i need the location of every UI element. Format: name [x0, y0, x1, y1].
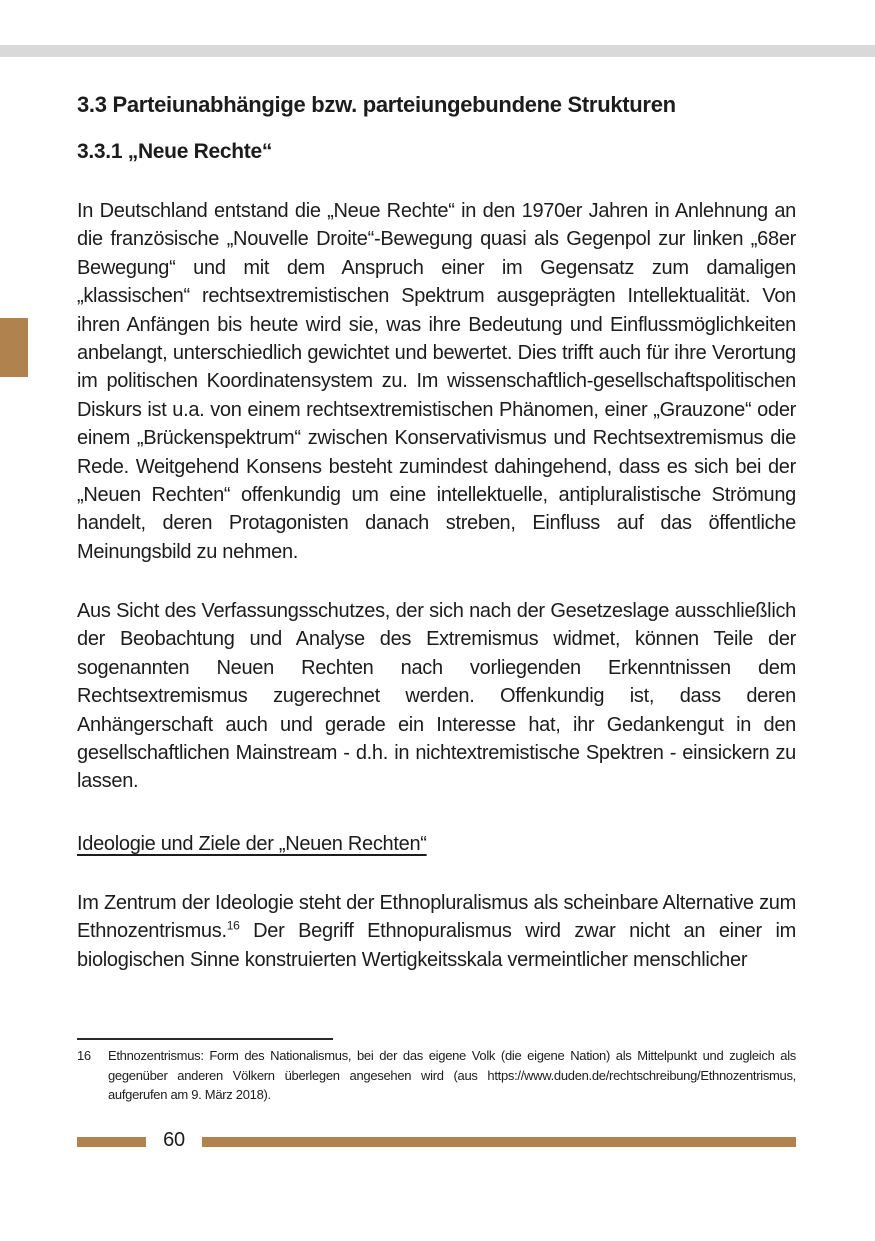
footnote-16: [77, 1046, 796, 1105]
paragraph-ethnopluralismus-text-before: Im Zentrum der Ideologie steht der Ethnopluralismus als scheinbare Alternative zum Ethnozentrismus.: [77, 892, 796, 943]
chapter-margin-marker: [0, 318, 28, 377]
paragraph-ethnopluralismus-text-after: Der Begriff Ethnopuralismus wird zwar nicht an einer im biologischen Sinne konstruierten Wertigkeitsskala vermeintlicher menschlicher: [77, 920, 796, 971]
footnote-ref-16: 16: [226, 918, 240, 933]
subsection-heading: 3.3.1 „Neue Rechte“: [77, 140, 273, 163]
page-number: 60: [163, 1129, 185, 1151]
section-heading: 3.3 Parteiunabhängige bzw. parteiungebundene Strukturen: [77, 92, 676, 117]
footnote-text: Ethnozentrismus: Form des Nationalismus, bei der das eigene Volk (die eigene Nation) als Mittelpunkt und zugleich als gegenüber anderen Völkern überlegen angesehen wird (aus https://www.duden.de/rechtschreibung/Ethnozentrismus, aufgerufen am 9. März 2018).: [108, 1048, 796, 1102]
paragraph-ethnopluralismus: [77, 889, 796, 974]
footnote-separator-rule: [77, 1038, 333, 1040]
header-gray-band: [0, 45, 875, 57]
footer-accent-bar-left: [77, 1137, 146, 1147]
paragraph-origin-neue-rechte: In Deutschland entstand die „Neue Rechte“ in den 1970er Jahren in Anlehnung an die französische „Nouvelle Droite“-Bewegung quasi als Gegenpol zur linken „68er Bewegung“ und mit dem Anspruch einer im Gegensatz zum damaligen „klassischen“ rechtsextremistischen Spektrum ausgeprägten Intellektualität. Von ihren Anfängen bis heute wird sie, was ihre Bedeutung und Einflussmöglichkeiten anbelangt, unterschiedlich gewichtet und bewertet. Dies trifft auch für ihre Verortung im politischen Koordinatensystem zu. Im wissenschaftlich-gesellschaftspolitischen Diskurs ist u.a. von einem rechtsextremistischen Phänomen, einer „Grauzone“ oder einem „Brückenspektrum“ zwischen Konservativismus und Rechtsextremismus die Rede. Weitgehend Konsens besteht zumindest dahingehend, dass es sich bei der „Neuen Rechten“ offenkundig um eine intellektuelle, antipluralistische Strömung handelt, deren Protagonisten danach streben, Einfluss auf das öffentliche Meinungsbild zu nehmen.: [77, 200, 796, 563]
footnote-number: 16: [77, 1048, 91, 1063]
footer-accent-bar-right: [202, 1137, 796, 1147]
ideology-underlined-heading: Ideologie und Ziele der „Neuen Rechten“: [77, 833, 427, 855]
paragraph-verfassungsschutz-view: Aus Sicht des Verfassungsschutzes, der sich nach der Gesetzeslage ausschließlich der Beobachtung und Analyse des Extremismus widmet, können Teile der sogenannten Neuen Rechten nach vorliegenden Erkenntnissen dem Rechtsextremismus zugerechnet werden. Offenkundig ist, dass deren Anhängerschaft auch und gerade ein Interesse hat, ihr Gedankengut in den gesellschaftlichen Mainstream - d.h. in nichtextremistische Spektren - einsickern zu lassen.: [77, 600, 796, 793]
